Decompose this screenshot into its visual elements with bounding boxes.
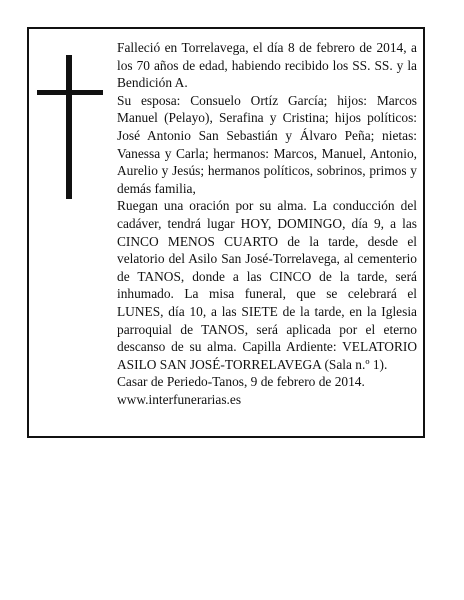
death-announcement: Falleció en Torrelavega, el día 8 de febrero de 2014, a los 70 años de edad, habiendo recibido los SS. SS. y la Bendición A. (117, 40, 417, 91)
funeral-details: Ruegan una oración por su alma. La conducción del cadáver, tendrá lugar HOY, DOMINGO, día 9, a las CINCO MENOS CUARTO de la tarde, desde el velatorio del Asilo San José-Torrelavega, al cementerio de TANOS, donde a las CINCO de la tarde, será inhumado. La misa funeral, que se celebrará el LUNES, día 10, a las SIETE de la tarde, en la Iglesia parroquial de TANOS, será aplicada por el eterno descanso de su alma. Capilla Ardiente: VELATORIO ASILO SAN JOSÉ-TORRELAVEGA (Sala n.º 1). (117, 198, 417, 372)
family-list: Su esposa: Consuelo Ortíz García; hijos: Marcos Manuel (Pelayo), Serafina y Cristina; hijos políticos: José Antonio San Sebastián y Álvaro Peña; nietas: Vanessa y Carla; hermanos: Marcos, Manuel, Antonio, Aurelio y Jesús; hermanos políticos, sobrinos, primos y demás familia, (117, 92, 417, 196)
cross-vertical-bar (66, 55, 72, 199)
obituary-notice (27, 27, 425, 438)
cross-horizontal-bar (37, 90, 103, 95)
notice-text (117, 39, 417, 408)
website-text: www.interfunerarias.es (117, 391, 242, 407)
place-date: Casar de Periedo-Tanos, 9 de febrero de 2014. (117, 374, 365, 390)
cross-icon (37, 55, 103, 199)
